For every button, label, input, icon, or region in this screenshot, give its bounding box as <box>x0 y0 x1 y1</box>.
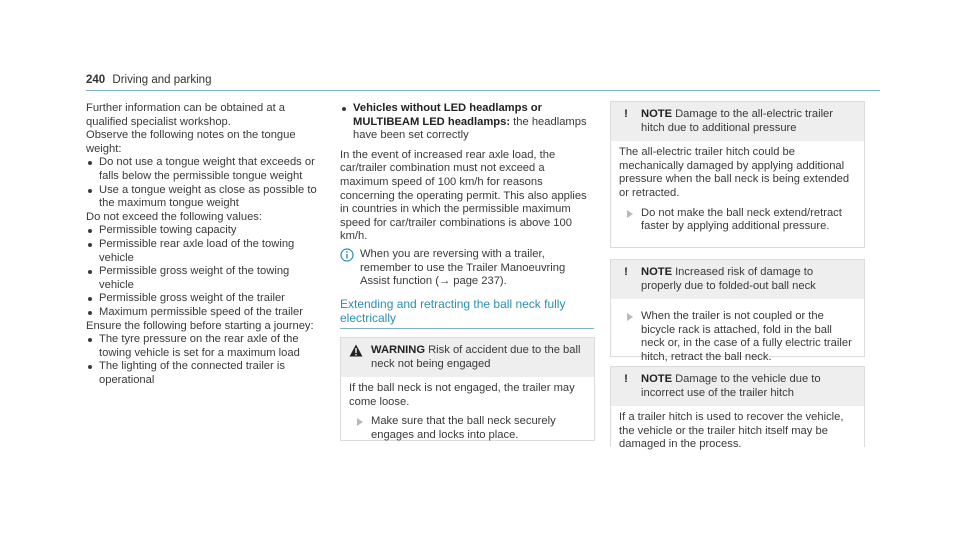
list-item <box>340 102 594 143</box>
info-note-text: When you are reversing with a trailer, remember to use the Trailer Manoeuvring Assist function (→ page 237). <box>360 247 566 288</box>
note-step <box>619 207 856 234</box>
warning-step-text: Make sure that the ball neck securely engages and locks into place. <box>371 415 556 441</box>
note-body-text: The all-electric trailer hitch could be mechanically damaged by applying additional pressure when the ball neck is being extended or retracted. <box>619 146 850 199</box>
note-header <box>611 367 864 406</box>
step-arrow-icon <box>627 210 633 218</box>
column-left <box>86 102 326 387</box>
axle-load-text: In the event of increased rear axle load, the car/trailer combination must not exceed a maximum speed of 100 km/h for reasons concerning the operating permit. This also applies in countries in which the permissible maximum speed for car/trailer combinations is above 100 km/h. <box>340 148 587 243</box>
note-keyword: NOTE <box>641 266 673 278</box>
exceed-text: Do not exceed the following values: <box>86 210 263 223</box>
list-item: Do not use a tongue weight that exceeds or falls below the permissible tongue weight <box>86 156 326 183</box>
section-heading: Extending and retracting the ball neck fully electrically <box>340 297 594 325</box>
intro-text: Further information can be obtained at a qualified specialist workshop. <box>86 102 286 128</box>
step-arrow-icon <box>627 313 633 321</box>
note-title: Increased risk of damage to properly due to folded-out ball neck <box>641 266 816 292</box>
observe-text: Observe the following notes on the tongue weight: <box>86 129 296 155</box>
list-item: Use a tongue weight as close as possible to the maximum tongue weight <box>86 184 326 211</box>
list-item: The tyre pressure on the rear axle of the towing vehicle is set for a maximum load <box>86 333 326 360</box>
page-header <box>86 74 211 88</box>
exclamation-icon: ! <box>624 373 628 385</box>
warning-header <box>341 338 594 377</box>
note-step-text: When the trailer is not coupled or the bicycle rack is attached, fold in the ball neck or, in the case of a fully electric trailer hitch, retract the ball neck. <box>641 310 852 363</box>
header-rule <box>86 90 880 91</box>
warning-box <box>340 337 595 441</box>
note-step <box>619 310 856 364</box>
note-title: Damage to the all-electric trailer hitch due to additional pressure <box>641 108 834 134</box>
column-middle <box>340 102 594 289</box>
section-title: Driving and parking <box>112 74 212 86</box>
list-item: Maximum permissible speed of the trailer <box>86 306 326 320</box>
note-body <box>611 299 864 370</box>
page-number: 240 <box>86 74 106 86</box>
headlamp-bold: Vehicles without LED headlamps or MULTIBEAM LED headlamps: <box>353 102 542 128</box>
journey-list <box>86 333 326 387</box>
list-item: Permissible rear axle load of the towing vehicle <box>86 238 326 265</box>
note-header <box>611 260 864 299</box>
note-title: Damage to the vehicle due to incorrect use of the trailer hitch <box>641 373 821 399</box>
note-box-1 <box>610 101 865 248</box>
headlamp-rest: the headlamps have been set correctly <box>353 115 587 142</box>
note-keyword: NOTE <box>641 108 673 120</box>
info-icon <box>340 248 354 262</box>
info-note <box>340 248 594 289</box>
note-step-text: Do not make the ball neck extend/retract faster by applying additional pressure. <box>641 206 842 233</box>
list-item: Permissible towing capacity <box>86 224 326 238</box>
note-body-text: If a trailer hitch is used to recover the vehicle, the vehicle or the trailer hitch itself may be damaged in the process. <box>619 411 844 451</box>
list-item: Permissible gross weight of the towing vehicle <box>86 265 326 292</box>
note-box-2 <box>610 259 865 363</box>
list-item: The lighting of the connected trailer is operational <box>86 360 326 387</box>
section-heading-wrap <box>340 297 594 325</box>
warning-step <box>349 415 586 442</box>
note-box-3 <box>610 366 865 451</box>
warning-title: Risk of accident due to the ball neck not being engaged <box>371 344 581 370</box>
note-body <box>611 406 864 458</box>
warning-triangle-icon <box>349 344 363 357</box>
tongue-weight-list <box>86 156 326 210</box>
note-keyword: NOTE <box>641 373 673 385</box>
note-body <box>611 141 864 240</box>
step-arrow-icon <box>357 418 363 426</box>
warning-body-text: If the ball neck is not engaged, the trailer may come loose. <box>349 382 575 408</box>
headlamp-list <box>340 102 594 143</box>
exclamation-icon: ! <box>624 266 628 278</box>
list-item: Permissible gross weight of the trailer <box>86 292 326 306</box>
warning-body <box>341 377 594 448</box>
values-list <box>86 224 326 319</box>
note-header <box>611 102 864 141</box>
exclamation-icon: ! <box>624 108 628 120</box>
warning-keyword: WARNING <box>371 344 426 356</box>
ensure-text: Ensure the following before starting a journey: <box>86 319 314 332</box>
